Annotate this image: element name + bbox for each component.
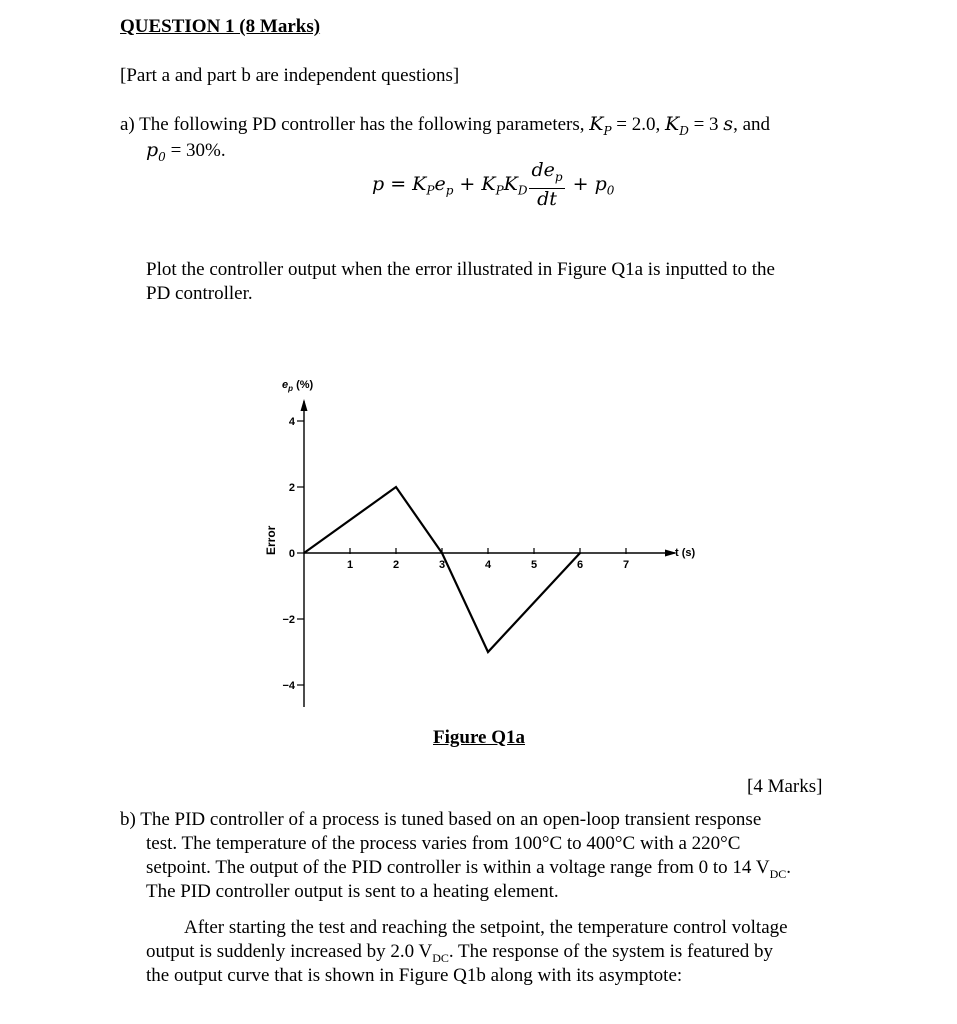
y-tick-label: −2 xyxy=(282,614,295,626)
part-a-and: , and xyxy=(733,114,770,135)
kd-unit: s xyxy=(723,113,734,135)
part-b-line2: test. The temperature of the process varies from 100°C to 400°C with a 220°C xyxy=(146,833,741,854)
part-b-para2-line3: the output curve that is shown in Figure Q1b along with its asymptote: xyxy=(146,965,683,986)
derivative-fraction: $\frac{de_p}{dt}$ xyxy=(531,159,563,210)
part-a-intro: a) The following PD controller has the following parameters, xyxy=(120,114,590,135)
x-tick-label: 5 xyxy=(530,559,538,571)
x-tick-label: 4 xyxy=(484,559,492,571)
y-tick-label: −4 xyxy=(282,680,295,692)
y-tick-label: 0 xyxy=(288,548,295,560)
x-tick-label: 7 xyxy=(622,559,630,571)
instruction-line2: PD controller. xyxy=(146,283,253,304)
y-tick-label: 2 xyxy=(288,482,295,494)
pd-equation: $p = K_Pe_p + K_PK_D$ $\frac{de_p}{dt}$ + $p_0$ xyxy=(372,159,615,210)
x-tick-label: 2 xyxy=(392,559,400,571)
x-tick-label: 1 xyxy=(346,559,354,571)
p0-symbol: $p_0$ xyxy=(146,139,166,164)
error-side-label: Error xyxy=(264,525,278,555)
x-tick-label: 6 xyxy=(576,559,584,571)
chart-ticks xyxy=(282,416,629,692)
question-title: QUESTION 1 (8 Marks) xyxy=(120,16,321,37)
independence-note: [Part a and part b are independent questions] xyxy=(120,65,460,86)
part-b-line3: setpoint. The output of the PID controller is within a voltage range from 0 to 14 $V_{DC}$. xyxy=(146,857,791,881)
kd-value: = 3 xyxy=(688,114,724,135)
kp-value: = 2.0, xyxy=(611,114,665,135)
p0-value: = 30%. xyxy=(165,140,226,161)
part-b-para2-line2: output is suddenly increased by 2.0 $V_{DC}$. The response of the system is featured by xyxy=(146,941,774,965)
y-axis-arrow xyxy=(301,399,308,411)
marks-label: [4 Marks] xyxy=(747,776,823,797)
kd-symbol: $K_D$ xyxy=(665,113,689,138)
kp-symbol: $K_P$ xyxy=(589,113,612,138)
figure-q1a xyxy=(240,370,720,725)
y-axis-label: $e_p$ (%) xyxy=(282,379,314,393)
part-b-para2-line1: After starting the test and reaching the setpoint, the temperature control voltage xyxy=(184,917,788,938)
figure-caption: Figure Q1a xyxy=(433,727,526,748)
part-b-line1: b) The PID controller of a process is tuned based on an open-loop transient response xyxy=(120,809,762,830)
x-axis-label: t (s) xyxy=(675,547,696,559)
instruction-line1: Plot the controller output when the error illustrated in Figure Q1a is inputted to the xyxy=(146,259,775,280)
chart-axes xyxy=(301,399,678,707)
y-tick-label: 4 xyxy=(288,416,295,428)
part-b-line4: The PID controller output is sent to a heating element. xyxy=(146,881,559,902)
part-a-line2 xyxy=(146,139,226,169)
x-tick-label: 3 xyxy=(438,559,446,571)
